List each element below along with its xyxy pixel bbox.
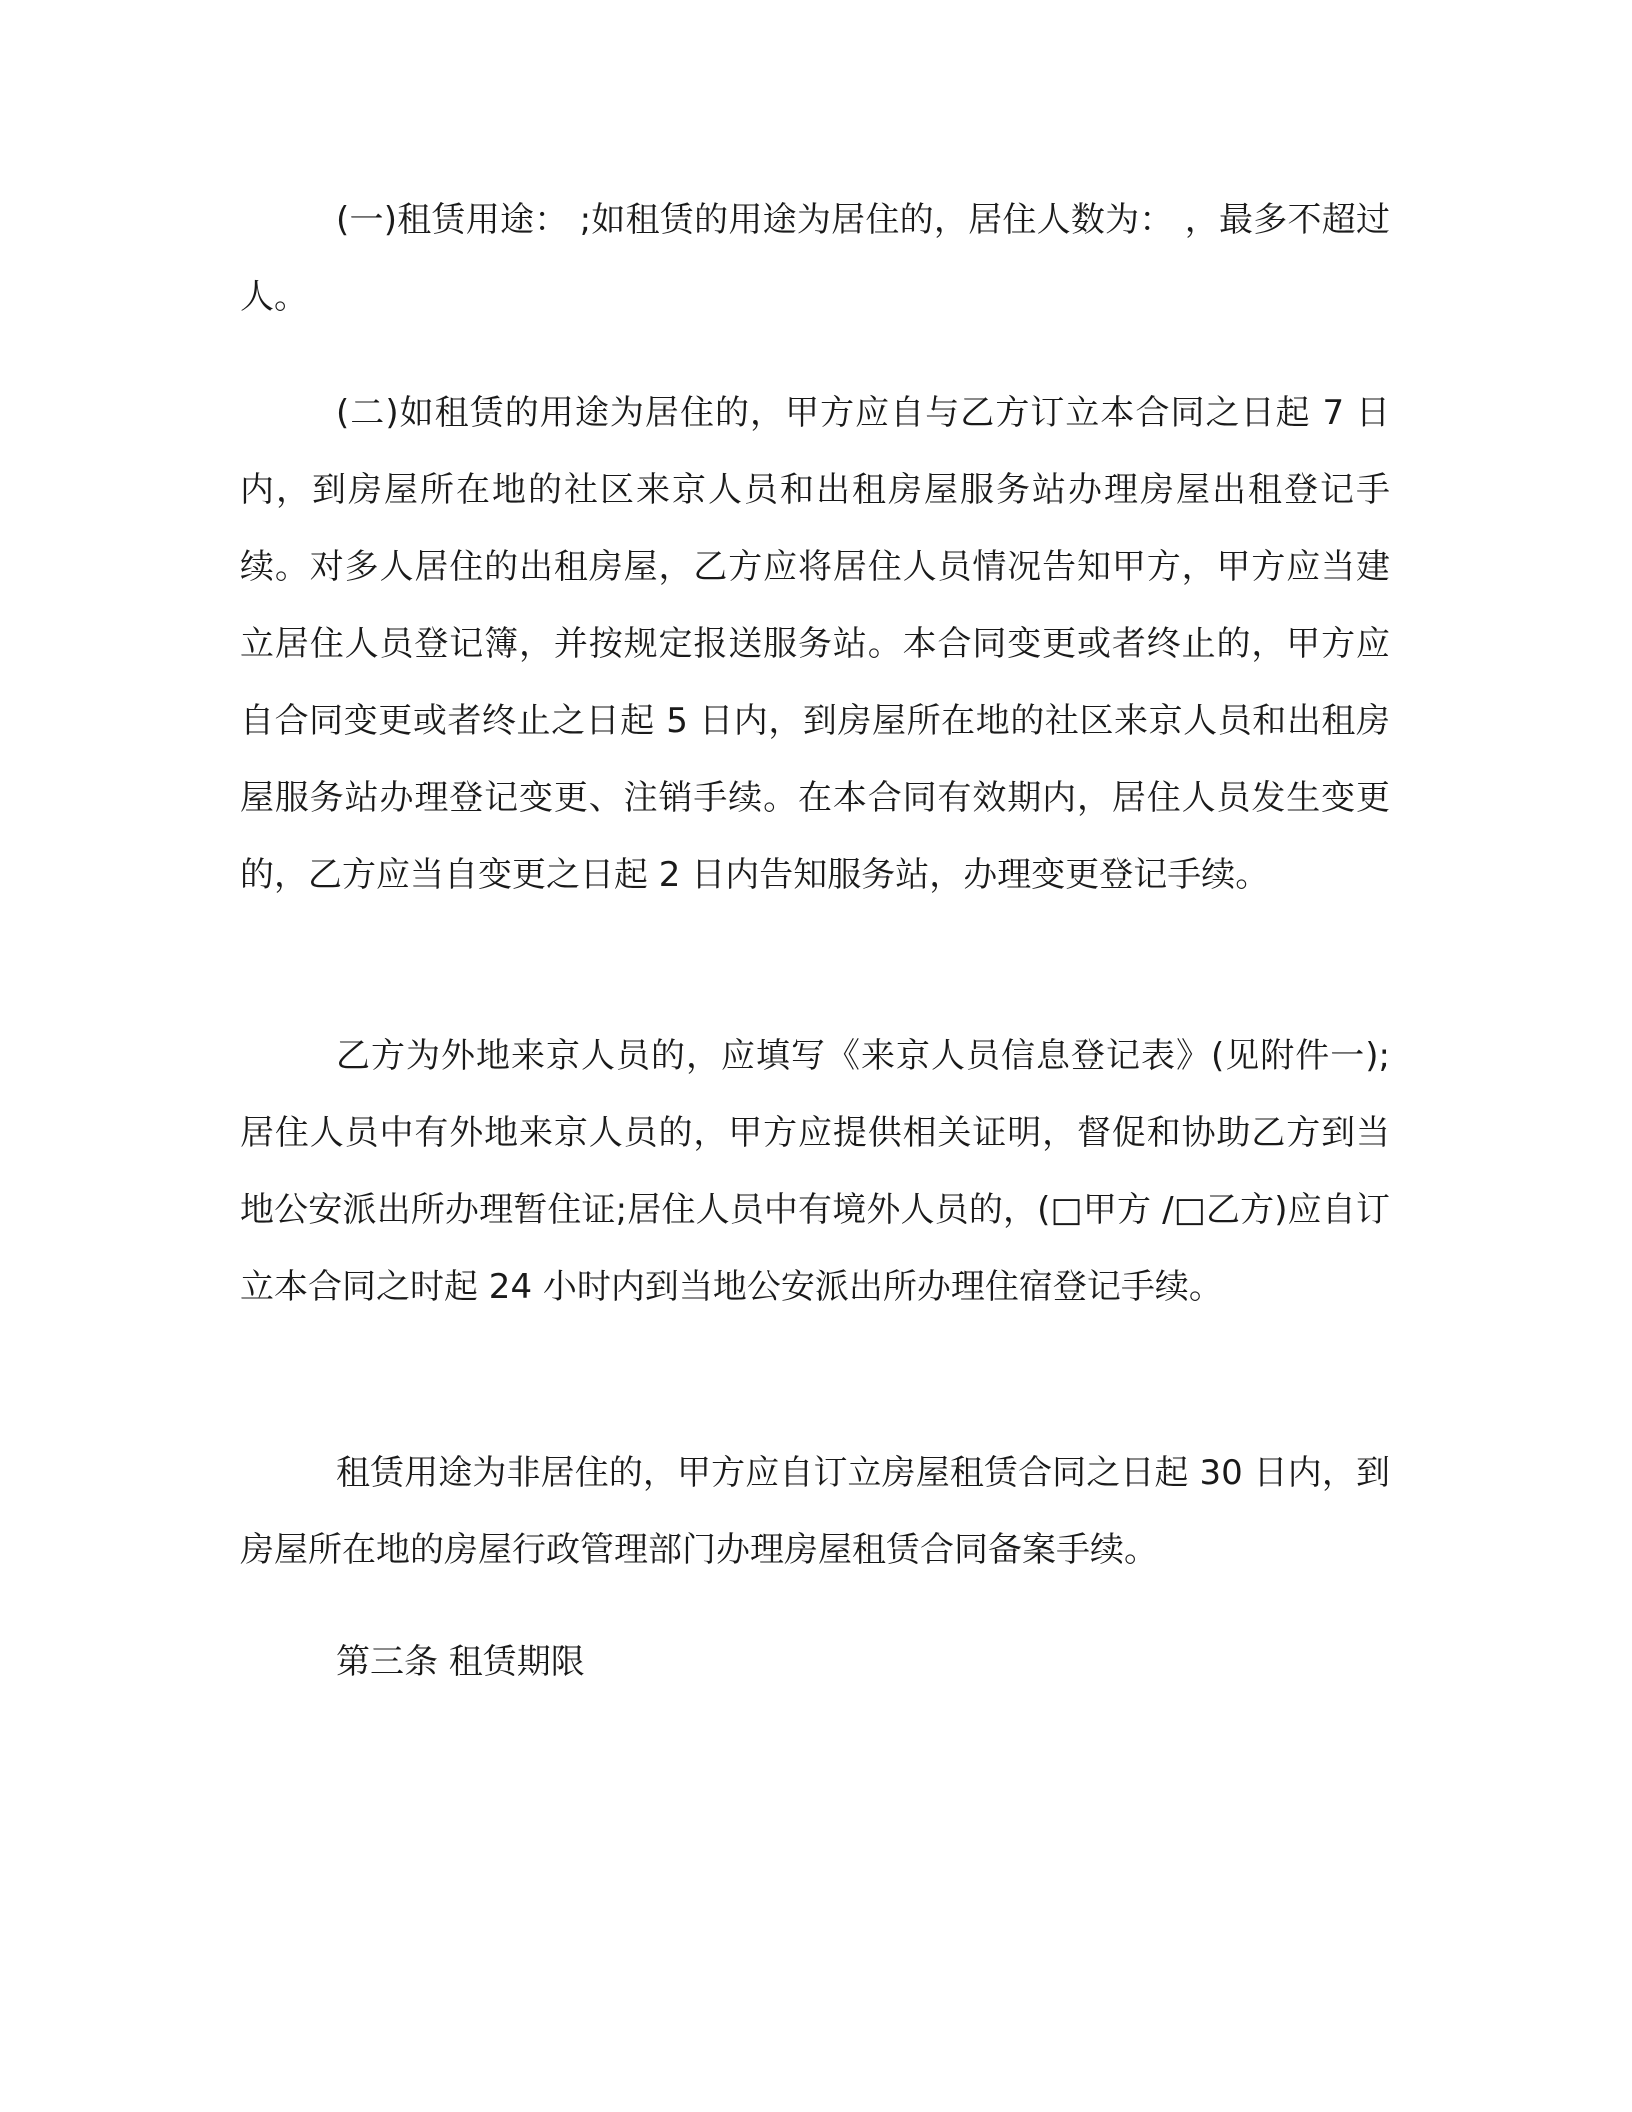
paragraph-residential-registration: (二)如租赁的用途为居住的，甲方应自与乙方订立本合同之日起 7 日内，到房屋所在地的社区来京人员和出租房屋服务站办理房屋出租登记手续。对多人居住的出租房屋，乙方应将居住人员情况告知甲方，甲方应当建立居住人员登记簿，并按规定报送服务站。本合同变更或者终止的，甲方应自合同变更或者终止之日起 5 日内，到房屋所在地的社区来京人员和出租房屋服务站办理登记变更、注销手续。在本合同有效期内，居住人员发生变更的，乙方应当自变更之日起 2 日内告知服务站，办理变更登记手续。 xyxy=(240,393,1390,895)
section-heading-lease-term: 第三条 租赁期限 xyxy=(336,1642,585,1682)
paragraph-lease-purpose: (一)租赁用途： ;如租赁的用途为居住的，居住人数为： ，最多不超过 人。 xyxy=(240,200,1401,317)
paragraph-nonresidential-filing: 租赁用途为非居住的，甲方应自订立房屋租赁合同之日起 30 日内，到房屋所在地的房屋行政管理部门办理房屋租赁合同备案手续。 xyxy=(240,1453,1390,1570)
paragraph-nonlocal-residents: 乙方为外地来京人员的，应填写《来京人员信息登记表》(见附件一);居住人员中有外地来京人员的，甲方应提供相关证明，督促和协助乙方到当地公安派出所办理暂住证;居住人员中有境外人员的，(□甲方 /□乙方)应自订立本合同之时起 24 小时内到当地公安派出所办理住宿登记手续。 xyxy=(240,1036,1390,1307)
